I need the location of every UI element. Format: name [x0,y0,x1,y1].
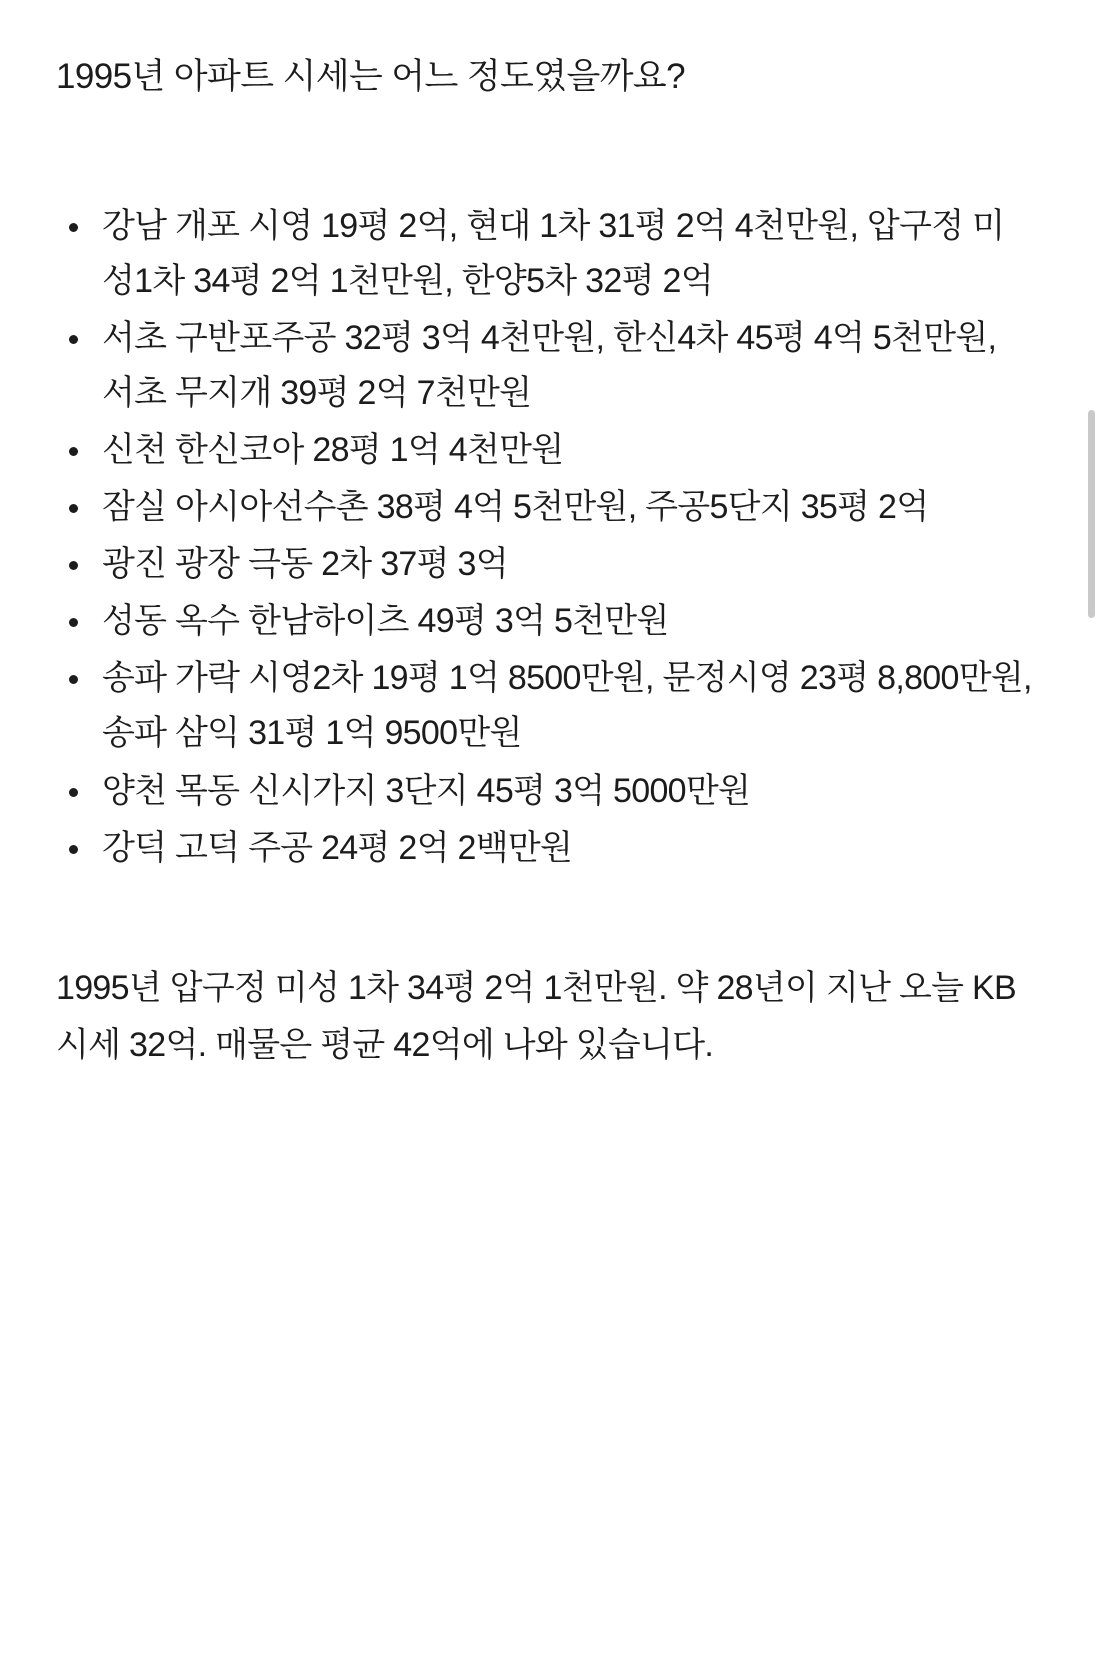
list-item: 강덕 고덕 주공 24평 2억 2백만원 [56,821,1036,876]
list-item: 송파 가락 시영2차 19평 1억 8500만원, 문정시영 23평 8,800만원, 송파 삼익 31평 1억 9500만원 [56,651,1036,761]
list-item: 양천 목동 신시가지 3단지 45평 3억 5000만원 [56,764,1036,819]
list-item: 서초 구반포주공 32평 3억 4천만원, 한신4차 45평 4억 5천만원, 서초 무지개 39평 2억 7천만원 [56,311,1036,421]
list-item: 신천 한신코아 28평 1억 4천만원 [56,423,1036,478]
scrollbar[interactable] [1088,0,1096,1671]
list-item: 강남 개포 시영 19평 2억, 현대 1차 31평 2억 4천만원, 압구정 미성1차 34평 2억 1천만원, 한양5차 32평 2억 [56,199,1036,309]
closing-paragraph: 1995년 압구정 미성 1차 34평 2억 1천만원. 약 28년이 지난 오늘 KB시세 32억. 매물은 평균 42억에 나와 있습니다. [56,968,1016,1064]
scrollbar-thumb[interactable] [1088,410,1095,618]
list-item: 잠실 아시아선수촌 38평 4억 5천만원, 주공5단지 35평 2억 [56,480,1036,535]
price-list [56,199,1036,876]
list-item: 광진 광장 극동 2차 37평 3억 [56,537,1036,592]
page-title: 1995년 아파트 시세는 어느 정도였을까요? [56,57,685,96]
list-item: 성동 옥수 한남하이츠 49평 3억 5천만원 [56,594,1036,649]
